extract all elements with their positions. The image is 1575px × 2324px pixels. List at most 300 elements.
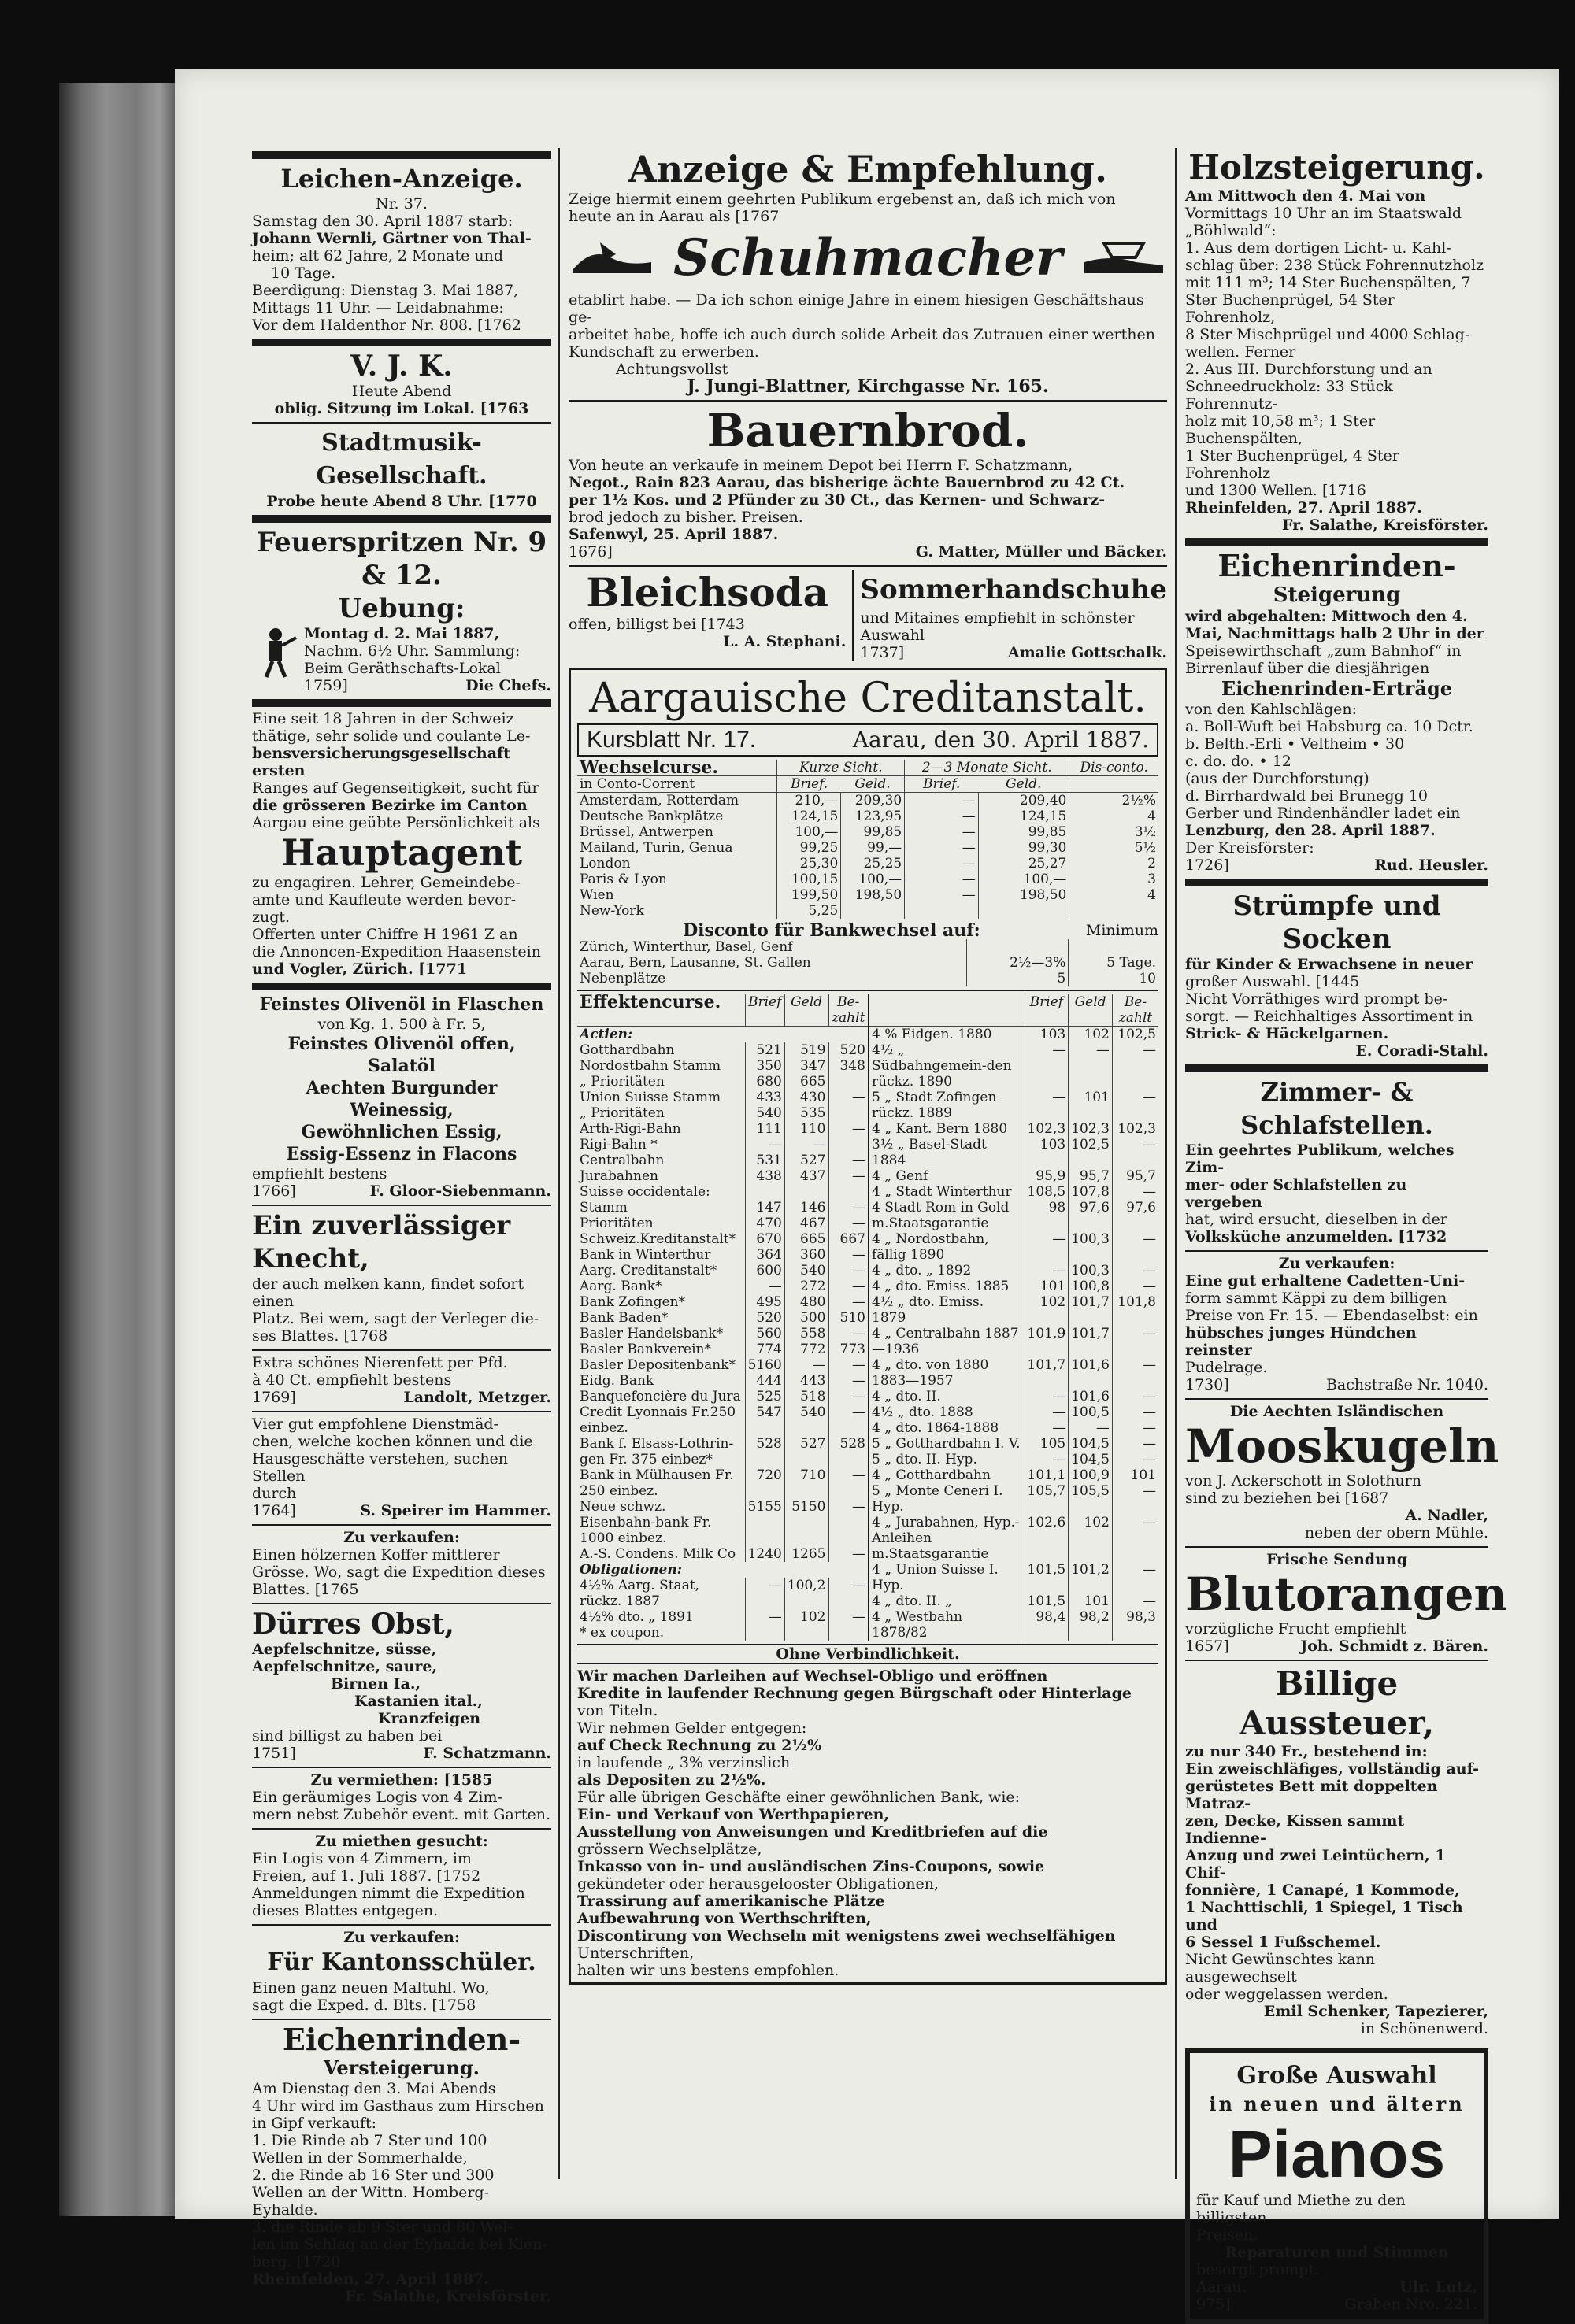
ad-line: Ein- und Verkauf von Werthpapieren, bbox=[577, 1806, 890, 1823]
row-label: Basler Bankverein* bbox=[580, 1341, 711, 1357]
ad-line: Freien, auf 1. Juli 1887. [1752 bbox=[252, 1867, 481, 1885]
ad-line: Aepfelschnitze, süsse, bbox=[252, 1641, 437, 1658]
ad-subtitle: Versteigerung. bbox=[323, 2056, 480, 2079]
table-cell: 102,5 bbox=[1069, 1137, 1113, 1168]
table-cell: — bbox=[784, 1137, 828, 1153]
table-cell: — bbox=[828, 1216, 868, 1231]
ad-sommerhandschuhe bbox=[854, 570, 1167, 661]
table-cell: 210,— bbox=[777, 793, 841, 809]
ad-line: für Kauf und Miethe zu den billigsten bbox=[1196, 2192, 1406, 2226]
ad-line: gerüstetes Bett mit doppelten Matraz- bbox=[1185, 1778, 1438, 1812]
table-cell: — bbox=[1112, 1420, 1158, 1436]
rule bbox=[1185, 1660, 1488, 1661]
table-cell: 1265 bbox=[784, 1546, 828, 1562]
ad-line: Birnen Ia., bbox=[331, 1675, 421, 1693]
aktien-table bbox=[577, 994, 868, 1641]
ad-line: Die Aechten Isländischen bbox=[1229, 1403, 1444, 1420]
ad-signature: J. Jungi-Blattner, Kirchgasse Nr. 165. bbox=[687, 376, 1049, 397]
col-bezahlt: Be-zahlt bbox=[1112, 994, 1158, 1027]
ad-signature: L. A. Stephani. bbox=[723, 633, 847, 650]
table-cell: 101,7 bbox=[1025, 1357, 1069, 1389]
table-cell: 5½ bbox=[1069, 840, 1158, 856]
ad-line: Lenzburg, den 28. April 1887. bbox=[1185, 822, 1436, 839]
ad-line: sind zu beziehen bei [1687 bbox=[1185, 1490, 1389, 1507]
ad-signature: F. Gloor-Siebenmann. bbox=[369, 1182, 551, 1200]
rule bbox=[252, 515, 551, 523]
ad-title: Leichen-Anzeige. bbox=[280, 164, 523, 194]
table-row bbox=[869, 1137, 1158, 1168]
ad-line: Feinstes Olivenöl offen, bbox=[287, 1034, 516, 1054]
table-cell: 540 bbox=[784, 1404, 828, 1436]
effekten-area bbox=[577, 994, 1158, 1641]
table-cell: — bbox=[1025, 1420, 1069, 1436]
ad-line: Heute Abend bbox=[351, 383, 452, 400]
ad-line: Eine gut erhaltene Cadetten-Uni- bbox=[1185, 1272, 1466, 1290]
ad-signature: Joh. Schmidt z. Bären. bbox=[1300, 1638, 1488, 1655]
kursblatt-date: Aarau, den 30. April 1887. bbox=[852, 727, 1149, 753]
table-row bbox=[577, 1341, 868, 1357]
row-label: Jurabahnen bbox=[580, 1168, 658, 1184]
ad-line: 1. Aus dem dortigen Licht- u. Kahl- bbox=[1185, 239, 1451, 257]
ad-line: schlag über: 238 Stück Fohrennutzholz bbox=[1185, 257, 1484, 274]
ad-line: zu nur 340 Fr., bestehend in: bbox=[1185, 1743, 1428, 1760]
ad-line: die grösseren Bezirke im Canton bbox=[252, 797, 528, 814]
ad-miethen-gesucht bbox=[252, 1833, 551, 1919]
table-row bbox=[577, 1578, 868, 1609]
table-cell: 4 bbox=[1069, 809, 1158, 824]
table-cell: — bbox=[828, 1578, 868, 1609]
ad-title: Dürres Obst, bbox=[252, 1608, 454, 1641]
table-cell: — bbox=[905, 824, 978, 840]
table-cell: 495 bbox=[745, 1294, 784, 1310]
ad-line: gekündeter oder herausgelooster Obligationen, bbox=[577, 1875, 939, 1893]
table-cell: — bbox=[1025, 1231, 1069, 1263]
table-cell: — bbox=[1112, 1042, 1158, 1090]
ad-line: Feinstes Olivenöl in Flaschen bbox=[259, 994, 544, 1015]
table-cell: 100,9 bbox=[1069, 1467, 1113, 1483]
rule bbox=[252, 1603, 551, 1604]
ad-address: Graben Nro. 221. bbox=[1344, 2296, 1477, 2313]
row-label: 4 „ Union Suisse I. Hyp. bbox=[872, 1562, 999, 1593]
ad-line: Samstag den 30. April 1887 starb: bbox=[252, 213, 513, 230]
table-cell: 101,1 bbox=[1025, 1467, 1069, 1483]
table-cell: 518 bbox=[784, 1389, 828, 1404]
ad-line: in Gipf verkauft: bbox=[252, 2115, 377, 2132]
row-label: Neue schwz. Eisenbahn-bank Fr. 1000 einbez. bbox=[580, 1499, 712, 1546]
ad-line: der auch melken kann, findet sofort einen bbox=[252, 1275, 524, 1310]
ad-heading: Zu miethen gesucht: bbox=[315, 1833, 488, 1850]
table-cell: 528 bbox=[745, 1436, 784, 1467]
ad-line: Volksküche anzumelden. [1732 bbox=[1185, 1228, 1447, 1245]
col-geld: Geld bbox=[1069, 994, 1113, 1027]
ad-line: Wellen in der Sommerhalde, bbox=[252, 2149, 468, 2167]
row-label: Stamm bbox=[580, 1200, 628, 1216]
row-label: 5 „ Stadt Zofingen rückz. 1889 bbox=[872, 1090, 997, 1121]
table-cell: — bbox=[1112, 1562, 1158, 1593]
row-label: Amsterdam, Rotterdam bbox=[580, 793, 739, 809]
table-row bbox=[577, 939, 1158, 955]
ad-line: Preisen. bbox=[1196, 2226, 1258, 2244]
table-row bbox=[577, 856, 1158, 872]
table-cell: — bbox=[1069, 1042, 1113, 1090]
row-label: 4½ „ dto. 1888 bbox=[872, 1404, 973, 1420]
table-cell: — bbox=[1112, 1263, 1158, 1279]
table-cell: 720 bbox=[745, 1467, 784, 1499]
ad-schuhmacher bbox=[569, 148, 1167, 395]
table-cell: 124,15 bbox=[978, 809, 1069, 824]
ad-line: Gerber und Rindenhändler ladet ein bbox=[1185, 805, 1461, 822]
table-row bbox=[577, 1609, 868, 1625]
ad-title: Aargauische Creditanstalt. bbox=[589, 675, 1147, 722]
newspaper-page bbox=[175, 69, 1559, 2313]
row-label: „ Prioritäten bbox=[580, 1105, 665, 1121]
table-cell: — bbox=[745, 1578, 784, 1609]
ad-line: Auswahl bbox=[860, 627, 925, 644]
ad-signature: Ulr. Lutz, bbox=[1399, 2278, 1477, 2296]
table-cell: 1240 bbox=[745, 1546, 784, 1562]
ad-line: heim; alt 62 Jahre, 2 Monate und bbox=[252, 247, 504, 265]
ad-line: Montag d. 2. Mai 1887, bbox=[304, 625, 500, 642]
rule bbox=[1185, 1398, 1488, 1400]
col-geld: Geld. bbox=[841, 776, 905, 793]
ad-line: Platz. Bei wem, sagt der Verleger die- bbox=[252, 1310, 539, 1327]
table-row bbox=[577, 1184, 868, 1200]
table-cell: 98 bbox=[1025, 1200, 1069, 1231]
ad-leichen-anzeige bbox=[252, 162, 551, 334]
table-cell: 2½% bbox=[1069, 793, 1158, 809]
rule bbox=[1185, 1250, 1488, 1252]
table-cell: 773 bbox=[828, 1341, 868, 1357]
table-row bbox=[577, 1074, 868, 1090]
rule bbox=[252, 339, 551, 346]
table-cell: 560 bbox=[745, 1326, 784, 1341]
rule bbox=[252, 1767, 551, 1768]
ad-title: Feuerspritzen Nr. 9 & 12. bbox=[256, 527, 547, 591]
ad-line: Rheinfelden, 27. April 1887. bbox=[1185, 499, 1422, 516]
ad-ref: 1764] bbox=[252, 1502, 296, 1519]
row-label: 4 „ Genf bbox=[872, 1168, 928, 1184]
row-label: 4 „ dto. von 1880 1883—1957 bbox=[872, 1357, 989, 1389]
table-row bbox=[577, 1326, 868, 1341]
col-brief: Brief bbox=[1025, 994, 1069, 1027]
ohne-verbindlichkeit: Ohne Verbindlichkeit. bbox=[577, 1644, 1158, 1664]
ad-line: 6 Sessel 1 Fußschemel. bbox=[1185, 1934, 1381, 1951]
ad-line: Ein geehrtes Publikum, welches Zim- bbox=[1185, 1142, 1455, 1176]
row-label: Bank Zofingen* bbox=[580, 1294, 686, 1310]
ad-duerres-obst bbox=[252, 1608, 551, 1762]
ad-kantonsschueler bbox=[252, 1929, 551, 2014]
table-cell: — bbox=[828, 1294, 868, 1310]
ad-line: Aechten Burgunder Weinessig, bbox=[306, 1078, 498, 1120]
table-cell: — bbox=[828, 1389, 868, 1404]
table-row bbox=[869, 1562, 1158, 1593]
ad-line: wird abgehalten: Mittwoch den 4. bbox=[1185, 608, 1468, 625]
table-row bbox=[577, 1153, 868, 1168]
table-cell: — bbox=[1069, 1420, 1113, 1436]
table-cell: 102,3 bbox=[1025, 1121, 1069, 1137]
ad-line: bensversicherungsgesellschaft ersten bbox=[252, 745, 510, 779]
ad-line: Einen hölzernen Koffer mittlerer bbox=[252, 1546, 500, 1564]
table-cell: — bbox=[1112, 1452, 1158, 1467]
ad-line: Extra schönes Nierenfett per Pfd. bbox=[252, 1354, 508, 1371]
ad-line: hat, wird ersucht, dieselben in der bbox=[1185, 1211, 1447, 1228]
ad-title: Ein zuverlässiger Knecht, bbox=[252, 1210, 511, 1275]
credit-text bbox=[577, 1667, 1158, 1979]
table-row bbox=[869, 1389, 1158, 1404]
ad-line: Große Auswahl bbox=[1236, 2062, 1437, 2089]
table-row bbox=[869, 1467, 1158, 1483]
table-cell: 521 bbox=[745, 1042, 784, 1058]
ad-line: Am Dienstag den 3. Mai Abends bbox=[252, 2080, 496, 2097]
table-cell: 4 bbox=[1069, 887, 1158, 903]
ad-line: heute an in Aarau als [1767 bbox=[569, 208, 780, 225]
ad-title: Bleichsoda bbox=[586, 569, 829, 616]
row-label: Basler Handelsbank* bbox=[580, 1326, 724, 1341]
ad-line: sorgt. — Reichhaltiges Assortiment in bbox=[1185, 1008, 1473, 1025]
ad-eichenrinden-steigerung bbox=[1185, 550, 1488, 874]
ad-line: form sammt Käppi zu dem billigen bbox=[1185, 1290, 1447, 1307]
table-cell: — bbox=[1112, 1515, 1158, 1562]
ad-title: V. J. K. bbox=[350, 350, 453, 383]
table-row bbox=[577, 887, 1158, 903]
table-cell: 437 bbox=[784, 1168, 828, 1184]
ad-signature: S. Speirer im Hammer. bbox=[360, 1502, 551, 1519]
table-cell: 102,6 bbox=[1025, 1515, 1069, 1562]
table-cell bbox=[978, 903, 1069, 919]
ad-body bbox=[1185, 187, 1488, 516]
ad-line: Safenwyl, 25. April 1887. bbox=[569, 526, 779, 543]
table-cell: 209,30 bbox=[841, 793, 905, 809]
table-cell: 101,9 bbox=[1025, 1326, 1069, 1357]
ad-ref: 1676] bbox=[569, 543, 613, 561]
column-divider bbox=[558, 148, 560, 2179]
table-cell: 520 bbox=[828, 1042, 868, 1058]
ad-number: Nr. 37. bbox=[376, 195, 428, 213]
ad-line: arbeitet habe, hoffe ich auch durch solide Arbeit das Zutrauen einer werthen bbox=[569, 326, 1155, 343]
wechsel-table bbox=[577, 757, 1158, 919]
table-row bbox=[577, 1499, 868, 1546]
wechsel-heading: Wechselcurse. bbox=[577, 760, 777, 776]
table-cell: 520 bbox=[745, 1310, 784, 1326]
ad-line: Aufbewahrung von Werthschriften, bbox=[577, 1910, 872, 1927]
row-label: Schweiz.Kreditanstalt* bbox=[580, 1231, 736, 1247]
ad-line: Vier gut empfohlene Dienstmäd- bbox=[252, 1415, 498, 1433]
boot-icon bbox=[569, 239, 655, 278]
row-label: 4 „ Jurabahnen, Hyp.-Anleihen m.Staatsgarantie bbox=[872, 1515, 1020, 1562]
table-cell: 680 bbox=[745, 1074, 784, 1090]
rule bbox=[252, 151, 551, 159]
table-cell: 110 bbox=[784, 1121, 828, 1137]
disconto-title: Disconto für Bankwechsel auf: bbox=[683, 920, 980, 941]
table-cell: 100,2 bbox=[784, 1578, 828, 1609]
ad-line: 2. die Rinde ab 16 Ster und 300 bbox=[252, 2167, 495, 2184]
table-cell: — bbox=[828, 1404, 868, 1436]
ad-line: Beerdigung: Dienstag 3. Mai 1887, bbox=[252, 282, 519, 299]
row-label: 3½ „ Basel-Stadt 1884 bbox=[872, 1137, 987, 1168]
ad-line: Hausgeschäfte verstehen, suchen Stellen bbox=[252, 1450, 509, 1485]
table-cell: 547 bbox=[745, 1404, 784, 1436]
fireman-icon bbox=[252, 625, 299, 680]
table-cell: 443 bbox=[784, 1373, 828, 1389]
row-label: 4 „ dto. II. „ bbox=[872, 1593, 952, 1609]
table-row bbox=[577, 1121, 868, 1137]
row-label: Eidg. Bank bbox=[580, 1373, 654, 1389]
table-cell: 107,8 bbox=[1069, 1184, 1113, 1200]
ad-line: 1 Ster Buchenprügel, 4 Ster Fohrenholz bbox=[1185, 447, 1399, 482]
table-cell: 102 bbox=[1069, 1027, 1113, 1043]
ad-line: Reparaturen und Stimmen bbox=[1225, 2244, 1449, 2261]
ad-line: Für alle übrigen Geschäfte einer gewöhnlichen Bank, wie: bbox=[577, 1789, 1021, 1806]
ad-title: Mooskugeln bbox=[1185, 1419, 1499, 1473]
table-cell: — bbox=[828, 1263, 868, 1279]
table-cell: 198,50 bbox=[841, 887, 905, 903]
row-label: Centralbahn bbox=[580, 1153, 665, 1168]
ad-line: 1 Nachttischli, 1 Spiegel, 1 Tisch und bbox=[1185, 1899, 1463, 1934]
table-cell bbox=[745, 1184, 784, 1200]
table-cell: — bbox=[745, 1137, 784, 1153]
ad-line: Vor dem Haldenthor Nr. 808. [1762 bbox=[252, 316, 521, 334]
row-label: London bbox=[580, 856, 631, 872]
row-label: 4 „ Stadt Winterthur bbox=[872, 1184, 1012, 1200]
ad-line: hübsches junges Hündchen reinster bbox=[1185, 1324, 1417, 1359]
ad-title: Pianos bbox=[1228, 2117, 1446, 2191]
ad-line: besorgt prompt. bbox=[1196, 2261, 1320, 2278]
row-label: Bank in Winterthur bbox=[580, 1247, 711, 1263]
ad-title: Zimmer- & Schlafstellen. bbox=[1240, 1077, 1433, 1140]
table-cell: 100,5 bbox=[1069, 1404, 1113, 1420]
rule bbox=[1185, 1546, 1488, 1548]
table-cell: 540 bbox=[745, 1105, 784, 1121]
table-cell: — bbox=[1112, 1279, 1158, 1294]
ad-subtitle: Eichenrinden-Erträge bbox=[1221, 677, 1453, 700]
table-row bbox=[869, 1168, 1158, 1184]
ad-line: Strick- & Häckelgarnen. bbox=[1185, 1025, 1389, 1042]
table-cell: 5160 bbox=[745, 1357, 784, 1373]
table-cell: — bbox=[905, 809, 978, 824]
ad-line: Probe heute Abend 8 Uhr. [1770 bbox=[266, 493, 537, 510]
rule bbox=[252, 1828, 551, 1830]
ad-line: Aargau eine geübte Persönlichkeit als bbox=[252, 814, 540, 831]
table-cell: 209,40 bbox=[978, 793, 1069, 809]
table-cell: — bbox=[1112, 1184, 1158, 1200]
ad-line: und 1300 Wellen. [1716 bbox=[1185, 482, 1366, 499]
ad-line: Achtungsvollst bbox=[616, 361, 728, 378]
ad-line: Nachm. 6½ Uhr. Sammlung: bbox=[304, 642, 521, 660]
table-cell: — bbox=[828, 1279, 868, 1294]
row-label: Aarau, Bern, Lausanne, St. Gallen bbox=[580, 955, 811, 971]
table-cell: — bbox=[828, 1546, 868, 1562]
ad-bleichsoda bbox=[569, 570, 854, 661]
ad-subtitle: Steigerung bbox=[1273, 583, 1401, 607]
table-cell: — bbox=[828, 1467, 868, 1499]
table-cell: 101 bbox=[1069, 1593, 1113, 1609]
ad-line: Beim Geräthschafts-Lokal bbox=[304, 660, 501, 677]
ad-line: vorzügliche Frucht empfiehlt bbox=[1185, 1620, 1406, 1638]
table-row bbox=[577, 1357, 868, 1373]
table-cell: — bbox=[905, 887, 978, 903]
table-row bbox=[869, 1609, 1158, 1641]
table-cell: 101,7 bbox=[1069, 1294, 1113, 1326]
table-cell: — bbox=[1112, 1231, 1158, 1263]
ad-line: 3. die Rinde ab 9 Ster und 80 Wel- bbox=[252, 2219, 513, 2236]
ad-line: grössern Wechselplätze, bbox=[577, 1841, 762, 1858]
ad-hauptagent bbox=[252, 710, 551, 978]
rule bbox=[252, 422, 551, 424]
table-cell: 199,50 bbox=[777, 887, 841, 903]
table-row bbox=[869, 1357, 1158, 1389]
table-cell: 100,8 bbox=[1069, 1279, 1113, 1294]
table-row bbox=[577, 1168, 868, 1184]
ad-line: Inkasso von in- und ausländischen Zins-Coupons, sowie bbox=[577, 1858, 1045, 1875]
ad-heading: Zu verkaufen: bbox=[343, 1929, 460, 1946]
table-cell: 101,2 bbox=[1069, 1562, 1113, 1593]
table-cell: 531 bbox=[745, 1153, 784, 1168]
ad-line: d. Birrhardwald bei Brunegg 10 bbox=[1185, 787, 1428, 805]
rule bbox=[252, 983, 551, 990]
ad-line: Birrenlauf über die diesjährigen bbox=[1185, 660, 1430, 677]
table-cell: — bbox=[828, 1609, 868, 1625]
table-cell: — bbox=[1112, 1404, 1158, 1420]
table-cell: 102,3 bbox=[1069, 1121, 1113, 1137]
table-cell: — bbox=[1025, 1042, 1069, 1090]
table-cell: — bbox=[1112, 1357, 1158, 1389]
table-row bbox=[869, 1436, 1158, 1452]
ad-line: a. Boll-Wuft bei Habsburg ca. 10 Dctr. bbox=[1185, 718, 1473, 735]
ad-line: Salatöl bbox=[368, 1056, 435, 1076]
row-label: 4 „ Nordostbahn, fällig 1890 bbox=[872, 1231, 989, 1263]
table-cell: 105,7 bbox=[1025, 1483, 1069, 1515]
table-cell: 348 bbox=[828, 1058, 868, 1074]
ad-title: Eichenrinden- bbox=[282, 2022, 521, 2057]
ad-eichenrinden-versteigerung bbox=[252, 2023, 551, 2305]
table-cell: 95,9 bbox=[1025, 1168, 1069, 1184]
ad-line: wellen. Ferner bbox=[1185, 343, 1296, 361]
ad-line: Ranges auf Gegenseitigkeit, sucht für bbox=[252, 779, 539, 797]
table-cell: 103 bbox=[1025, 1027, 1069, 1043]
table-cell: — bbox=[905, 793, 978, 809]
table-cell bbox=[828, 1137, 868, 1153]
rule bbox=[577, 990, 1158, 991]
table-row bbox=[869, 1200, 1158, 1231]
row-label: Union Suisse Stamm bbox=[580, 1090, 721, 1105]
row-label: * ex coupon. bbox=[580, 1625, 665, 1641]
ad-line: Ausstellung von Anweisungen und Kreditbriefen auf die bbox=[577, 1823, 1048, 1841]
ad-line: Wir nehmen Gelder entgegen: bbox=[577, 1719, 807, 1737]
table-cell: 364 bbox=[745, 1247, 784, 1263]
table-row bbox=[869, 1326, 1158, 1357]
ad-line: zu engagiren. Lehrer, Gemeindebe- bbox=[252, 874, 521, 891]
ad-heading: Zu verkaufen: bbox=[343, 1529, 460, 1546]
table-row bbox=[869, 1279, 1158, 1294]
ad-knecht bbox=[252, 1209, 551, 1345]
ad-signature: Rud. Heusler. bbox=[1374, 857, 1488, 874]
ad-line: Kundschaft zu erwerben. bbox=[569, 343, 759, 361]
rule bbox=[252, 2019, 551, 2020]
ad-line: 2. Aus III. Durchforstung und an bbox=[1185, 361, 1432, 378]
table-row bbox=[577, 1137, 868, 1153]
table-cell: 480 bbox=[784, 1294, 828, 1310]
table-cell: — bbox=[745, 1279, 784, 1294]
table-cell: 360 bbox=[784, 1247, 828, 1263]
table-cell: 101,6 bbox=[1069, 1389, 1113, 1404]
table-cell: 101,5 bbox=[1025, 1562, 1069, 1593]
ad-line: brod jedoch zu bisher. Preisen. bbox=[569, 509, 803, 526]
ad-line: in neuen und ältern bbox=[1209, 2093, 1465, 2115]
rule bbox=[252, 1205, 551, 1206]
row-label: 4½% Aarg. Staat, rückz. 1887 bbox=[580, 1578, 700, 1609]
table-cell: 2½—3% bbox=[967, 955, 1069, 971]
row-label: Arth-Rigi-Bahn bbox=[580, 1121, 681, 1137]
